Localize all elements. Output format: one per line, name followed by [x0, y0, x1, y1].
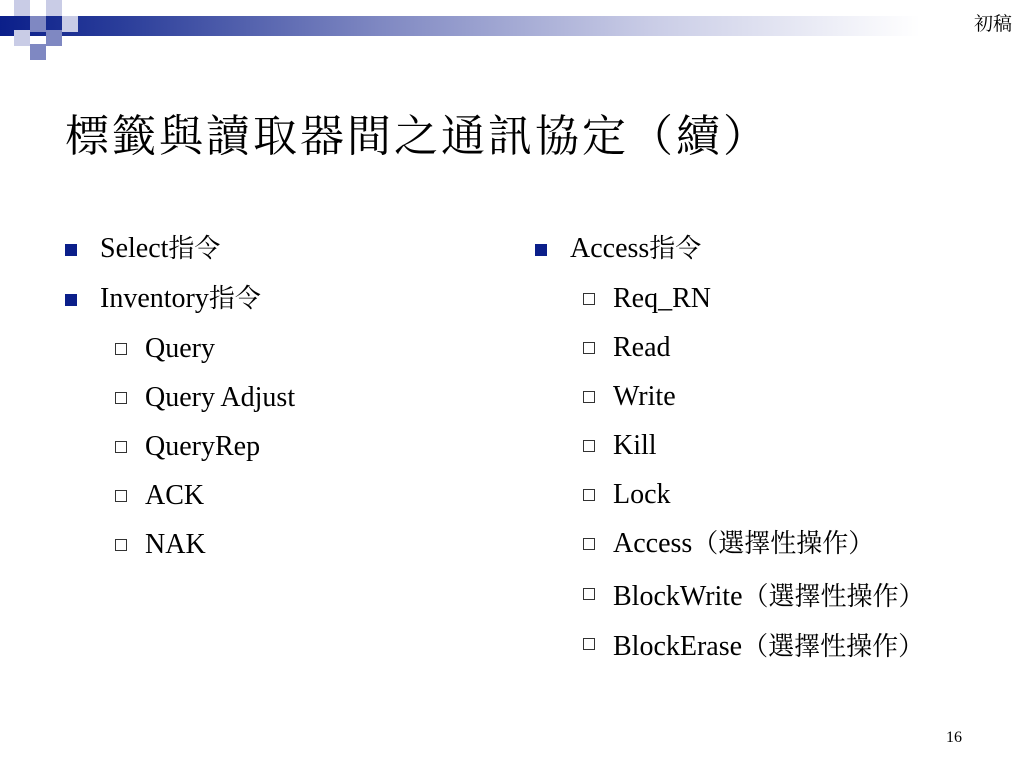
- hollow-box-bullet-icon: [115, 539, 127, 551]
- sublist-item: [583, 478, 938, 511]
- hollow-box-bullet-icon: [583, 638, 595, 650]
- list-item-access: [535, 232, 955, 266]
- sublist-item: [583, 527, 938, 561]
- sublist-item-note: （選擇性操作）: [692, 529, 875, 559]
- item-suffix: 指令: [168, 234, 221, 264]
- left-bullet-list: [65, 232, 485, 577]
- hollow-box-bullet-icon: [115, 392, 127, 404]
- page-number: 16: [946, 729, 962, 746]
- hollow-box-bullet-icon: [583, 440, 595, 452]
- sublist-item-label: Write: [613, 381, 676, 412]
- item-label: Access: [570, 233, 650, 264]
- hollow-box-bullet-icon: [583, 489, 595, 501]
- item-label: Select: [100, 233, 169, 264]
- sublist-item: [583, 282, 938, 315]
- access-sublist: [535, 282, 955, 667]
- hollow-box-bullet-icon: [583, 588, 595, 600]
- square-bullet-icon: [535, 244, 547, 256]
- right-bullet-list: [535, 232, 955, 677]
- sublist-item-label: BlockWrite: [613, 581, 743, 612]
- sublist-item-label: Lock: [613, 479, 671, 510]
- hollow-box-bullet-icon: [115, 343, 127, 355]
- hollow-box-bullet-icon: [583, 391, 595, 403]
- hollow-box-bullet-icon: [583, 293, 595, 305]
- sublist-item-label: BlockErase: [613, 631, 743, 662]
- access-sublist-wrapper: [535, 282, 955, 667]
- sublist-item: [583, 627, 938, 667]
- sublist-item-note: （選擇性操作）: [742, 582, 925, 612]
- sublist-item-note: （選擇性操作）: [742, 632, 925, 662]
- hollow-box-bullet-icon: [115, 490, 127, 502]
- sublist-item: [115, 381, 485, 414]
- hollow-box-bullet-icon: [115, 441, 127, 453]
- list-item-inventory: [65, 282, 485, 316]
- sublist-item: [583, 331, 938, 364]
- sublist-item-label: Read: [613, 332, 671, 363]
- header-gradient-band: [0, 16, 1024, 36]
- sublist-item: [115, 528, 485, 561]
- sublist-item-label: Query: [145, 333, 215, 364]
- sublist-item-label: QueryRep: [145, 431, 261, 462]
- sublist-item-label: NAK: [145, 529, 206, 560]
- sublist-item-label: Kill: [613, 430, 657, 461]
- sublist-item-label: Query Adjust: [145, 382, 296, 413]
- sublist-item: [583, 380, 938, 413]
- sublist-item-label: Access: [613, 528, 693, 559]
- inventory-sublist: [65, 332, 485, 561]
- sublist-item-label: ACK: [145, 480, 205, 511]
- sublist-item: [115, 430, 485, 463]
- hollow-box-bullet-icon: [583, 342, 595, 354]
- square-bullet-icon: [65, 244, 77, 256]
- sublist-item: [115, 479, 485, 512]
- sublist-item: [583, 429, 938, 462]
- sublist-item-label: Req_RN: [613, 283, 711, 314]
- item-label: Inventory: [100, 283, 209, 314]
- sublist-item: [583, 577, 938, 617]
- slide-title: 標籤與讀取器間之通訊協定（續）: [65, 111, 770, 162]
- item-suffix: 指令: [208, 284, 261, 314]
- square-bullet-icon: [65, 294, 77, 306]
- hollow-box-bullet-icon: [583, 538, 595, 550]
- list-item-select: [65, 232, 485, 266]
- item-suffix: 指令: [649, 234, 702, 264]
- inventory-sublist-wrapper: [65, 332, 485, 561]
- draft-label: 初稿: [973, 13, 1012, 35]
- sublist-item: [115, 332, 485, 365]
